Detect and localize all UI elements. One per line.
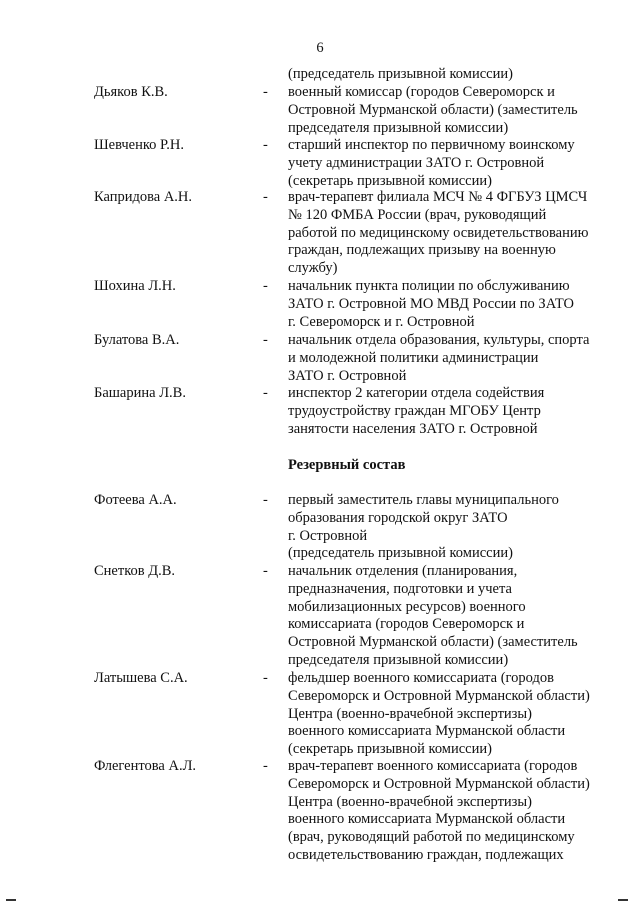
text-line: работой по медицинскому освидетельствованию: [288, 224, 589, 241]
text-line: ЗАТО г. Островной: [288, 367, 407, 384]
text-line: № 120 ФМБА России (врач, руководящий: [288, 206, 547, 223]
text-line: мобилизационных ресурсов) военного: [288, 598, 526, 615]
member-name: Снетков Д.В.: [94, 563, 176, 579]
member-name: Шохина Л.Н.: [94, 278, 176, 294]
text-line: начальник пункта полиции по обслуживанию: [288, 278, 570, 294]
text-line: предназначения, подготовки и учета: [288, 580, 512, 597]
text-line: образования городской округ ЗАТО: [288, 509, 508, 526]
text-line: занятости населения ЗАТО г. Островной: [288, 420, 538, 437]
member-position: [288, 492, 618, 563]
text-line: комиссариата (городов Североморск и: [288, 616, 525, 633]
member-dash: -: [263, 758, 268, 774]
member-position: [288, 278, 618, 331]
member-position: [288, 189, 618, 278]
text-line: г. Североморск и г. Островной: [288, 313, 475, 330]
continuation-text: [288, 66, 618, 84]
member-position: [288, 332, 618, 385]
member-position: [288, 385, 618, 438]
text-line: инспектор 2 категории отдела содействия: [288, 385, 545, 401]
page-number: 6: [316, 40, 324, 56]
text-line: председателя призывной комиссии): [288, 651, 509, 668]
text-line: ЗАТО г. Островной МО МВД России по ЗАТО: [288, 295, 575, 312]
text-line: службу): [288, 260, 338, 277]
text-line: и молодежной политики администрации: [288, 349, 539, 366]
member-name: Дьяков К.В.: [94, 84, 168, 100]
text-line: первый заместитель главы муниципального: [288, 492, 559, 508]
text-line: врач-терапевт военного комиссариата (городов: [288, 758, 578, 774]
text-line: начальник отдела образования, культуры, спорта: [288, 332, 590, 348]
text-line: начальник отделения (планирования,: [288, 563, 518, 579]
member-name: Латышева С.А.: [94, 670, 188, 686]
reserve-heading: Резервный состав: [288, 457, 406, 473]
text-line: освидетельствованию граждан, подлежащих: [288, 846, 564, 863]
text-line: граждан, подлежащих призыву на военную: [288, 242, 556, 259]
member-position: [288, 670, 618, 759]
text-line: трудоустройству граждан МГОБУ Центр: [288, 402, 541, 419]
text-line: фельдшер военного комиссариата (городов: [288, 670, 554, 686]
text-line: учету администрации ЗАТО г. Островной: [288, 154, 545, 171]
member-name: Башарина Л.В.: [94, 385, 186, 401]
text-line: (председатель призывной комиссии): [288, 66, 513, 82]
text-line: военный комиссар (городов Североморск и: [288, 84, 555, 100]
member-dash: -: [263, 137, 268, 153]
text-line: (секретарь призывной комиссии): [288, 741, 492, 758]
member-dash: -: [263, 189, 268, 205]
text-line: военного комиссариата Мурманской области: [288, 723, 566, 740]
member-position: [288, 84, 618, 137]
member-name: Шевченко Р.Н.: [94, 137, 185, 153]
member-dash: -: [263, 84, 268, 100]
text-line: Североморск и Островной Мурманской области): [288, 775, 590, 792]
member-dash: -: [263, 670, 268, 686]
text-line: Островной Мурманской области) (заместитель: [288, 101, 578, 118]
member-dash: -: [263, 332, 268, 348]
text-line: Центра (военно-врачебной экспертизы): [288, 705, 532, 722]
text-line: (председатель призывной комиссии): [288, 545, 513, 562]
text-line: председателя призывной комиссии): [288, 119, 509, 136]
text-line: старший инспектор по первичному воинскому: [288, 137, 575, 153]
member-name: Булатова В.А.: [94, 332, 180, 348]
member-position: [288, 137, 618, 190]
text-line: Центра (военно-врачебной экспертизы): [288, 793, 532, 810]
member-dash: -: [263, 563, 268, 579]
member-name: Капридова А.Н.: [94, 189, 193, 205]
member-name: Флегентова А.Л.: [94, 758, 197, 774]
text-line: Североморск и Островной Мурманской области): [288, 687, 590, 704]
member-name: Фотеева А.А.: [94, 492, 177, 508]
member-dash: -: [263, 492, 268, 508]
text-line: военного комиссариата Мурманской области: [288, 811, 566, 828]
member-position: [288, 563, 618, 670]
text-line: (врач, руководящий работой по медицинскому: [288, 829, 575, 846]
text-line: врач-терапевт филиала МСЧ № 4 ФГБУЗ ЦМСЧ: [288, 189, 588, 205]
text-line: Островной Мурманской области) (заместитель: [288, 634, 578, 651]
member-dash: -: [263, 278, 268, 294]
member-dash: -: [263, 385, 268, 401]
text-line: (секретарь призывной комиссии): [288, 172, 492, 189]
scan-mark-right: [618, 899, 628, 901]
member-position: [288, 758, 618, 865]
scan-mark-left: [6, 899, 16, 901]
text-line: г. Островной: [288, 527, 368, 544]
